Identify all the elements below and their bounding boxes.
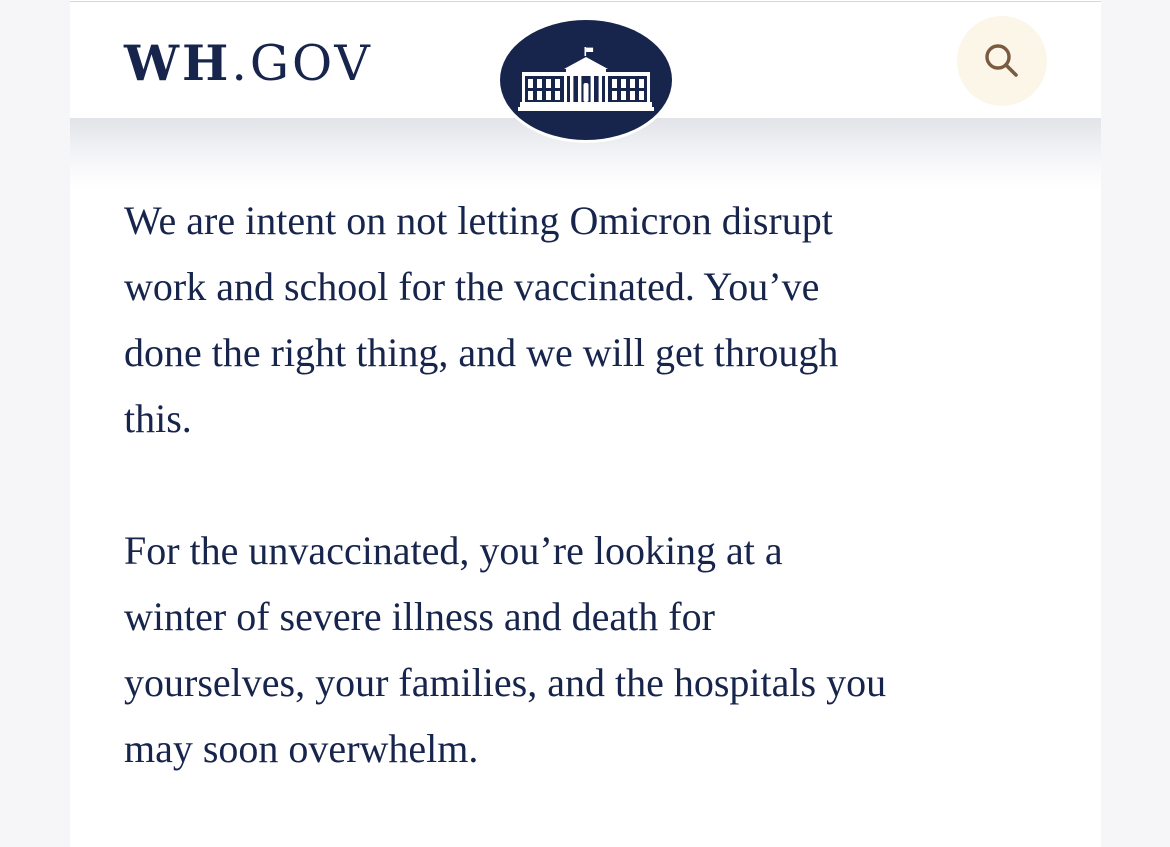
white-house-icon — [516, 47, 656, 113]
statement-body — [124, 188, 1054, 782]
white-house-seal[interactable] — [497, 17, 675, 143]
search-icon — [981, 40, 1023, 82]
search-button[interactable] — [957, 16, 1047, 106]
statement-paragraph-unvaccinated: For the unvaccinated, you’re looking at a winter of severe illness and death for yourselves, your families, and the hospitals you may soon overwhelm. — [124, 528, 887, 771]
site-logo-rest: .GOV — [231, 35, 373, 92]
statement-paragraph-vaccinated: We are intent on not letting Omicron disrupt work and school for the vaccinated. You’ve done the right thing, and we will get through this. — [124, 198, 839, 441]
site-header — [70, 2, 1101, 118]
white-house-seal-badge — [500, 20, 672, 140]
site-logo-bold: WH — [124, 34, 232, 92]
site-logo[interactable] — [124, 33, 373, 94]
